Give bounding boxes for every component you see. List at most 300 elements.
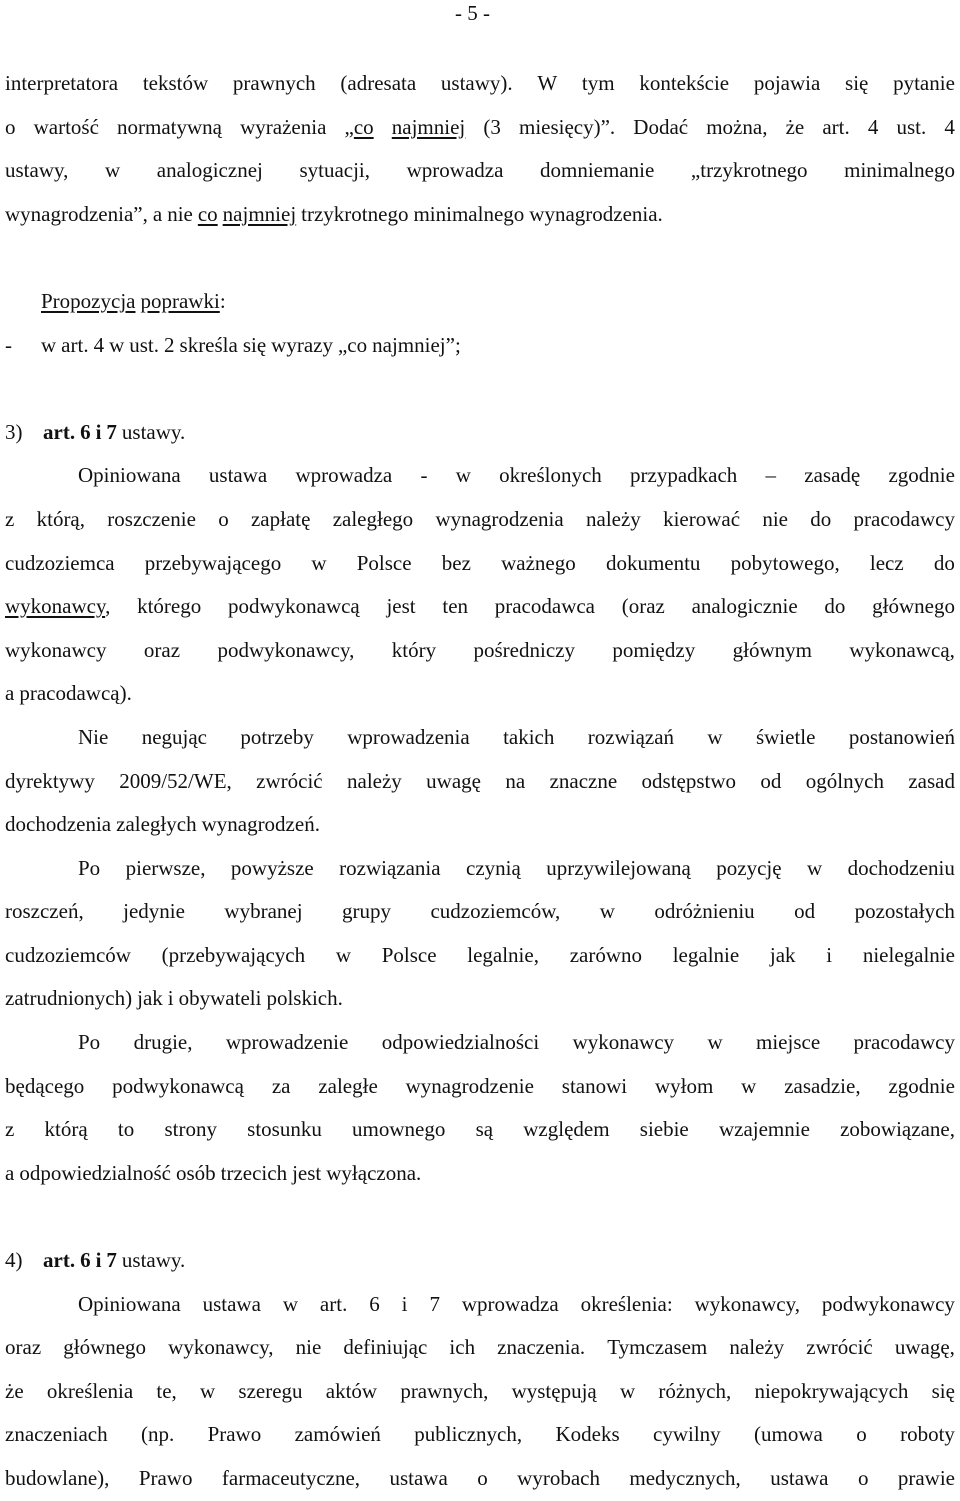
- word: [338, 324, 367, 368]
- word: [5, 1370, 24, 1414]
- text-fragment: wykonawcy: [572, 1030, 675, 1055]
- text-fragment: wprowadza: [295, 463, 393, 488]
- text-fragment: znaczenia.: [497, 1335, 586, 1360]
- word: [888, 454, 954, 498]
- text-fragment: zaległego: [332, 506, 414, 531]
- word: [5, 106, 16, 150]
- word: [729, 1326, 784, 1370]
- text-fragment: Opiniowana: [78, 1291, 181, 1316]
- text-fragment: się: [931, 1378, 955, 1403]
- word: [620, 1370, 635, 1414]
- word: [414, 1413, 522, 1457]
- text-fragment: wyrażenia: [240, 114, 327, 139]
- blank-line: [5, 1195, 955, 1239]
- text-fragment: jest: [292, 1160, 322, 1185]
- text-fragment: trzykrotnego: [301, 201, 409, 226]
- text-line: [5, 1021, 955, 1065]
- text-fragment: wyrazy: [271, 332, 333, 357]
- text-fragment: wprowadza: [406, 158, 504, 183]
- text-fragment: wykonawcą,: [849, 637, 955, 662]
- word: [5, 934, 131, 978]
- word: [581, 1283, 673, 1327]
- word: [145, 542, 281, 586]
- text-fragment: wprowadzenie: [225, 1030, 349, 1055]
- word: [483, 106, 501, 150]
- text-fragment: odpowiedzialności: [381, 1030, 540, 1055]
- text-fragment: i: [401, 1291, 408, 1316]
- list-dash: -: [5, 332, 12, 357]
- text-fragment: pracodawcy: [853, 1030, 955, 1055]
- word: [266, 977, 342, 1021]
- text-fragment: grupy: [342, 899, 392, 924]
- text-fragment: aktów: [325, 1378, 378, 1403]
- text-line: [5, 62, 955, 106]
- word: [844, 149, 955, 193]
- word: [179, 977, 262, 1021]
- word: [442, 542, 471, 586]
- word: [223, 193, 296, 237]
- text-fragment: o: [5, 114, 16, 139]
- word: [347, 716, 469, 760]
- word: [442, 585, 468, 629]
- text-fragment: pojawia: [753, 71, 821, 95]
- word: [716, 847, 781, 891]
- word: [529, 193, 663, 237]
- word: [868, 106, 879, 150]
- text-fragment: za: [271, 1073, 291, 1098]
- text-fragment: dochodzeniu: [847, 855, 955, 880]
- bold-text: 7: [106, 1248, 117, 1273]
- text-line: [5, 803, 955, 847]
- text-fragment: wynagrodzenie: [405, 1073, 534, 1098]
- text-fragment: jak: [769, 942, 796, 967]
- text-line: [5, 1152, 955, 1196]
- text-fragment: przebywającego: [144, 550, 282, 575]
- word: [870, 542, 904, 586]
- text-fragment: takich: [503, 724, 555, 749]
- text-fragment: jedynie: [123, 899, 185, 924]
- word: [784, 1065, 860, 1109]
- word: [691, 149, 808, 193]
- word: [426, 760, 481, 804]
- text-fragment: siebie: [639, 1117, 689, 1142]
- word: [474, 629, 575, 673]
- text-fragment: z: [5, 506, 15, 531]
- word: [5, 760, 95, 804]
- text-fragment: zasadę: [804, 463, 861, 488]
- word: [109, 324, 124, 368]
- word: [540, 149, 654, 193]
- text-fragment: w: [109, 332, 125, 357]
- word: [5, 629, 106, 673]
- text-fragment: drugie,: [133, 1030, 193, 1055]
- text-fragment: ustawy).: [440, 71, 513, 95]
- text-fragment: wynagrodzenia.: [529, 201, 663, 226]
- word: [5, 890, 84, 934]
- word: [456, 454, 471, 498]
- text-fragment: strony: [164, 1117, 217, 1142]
- word: [5, 1108, 14, 1152]
- text-fragment: publicznych,: [414, 1422, 523, 1447]
- word: [629, 1457, 740, 1501]
- text-line: [5, 585, 955, 629]
- text-fragment: wybranej: [224, 899, 303, 924]
- word: [143, 62, 208, 106]
- word: [760, 760, 781, 804]
- document-body: [5, 62, 955, 1501]
- text-line: [5, 1326, 955, 1370]
- underlined-text: najmniej: [222, 201, 297, 226]
- word: [895, 1326, 955, 1370]
- word: [217, 629, 354, 673]
- text-line: [5, 934, 955, 978]
- text-fragment: w: [335, 942, 351, 967]
- text-fragment: dochodzenia: [5, 812, 112, 837]
- word: [299, 149, 370, 193]
- word: [117, 106, 222, 150]
- text-fragment: W: [537, 71, 558, 95]
- blank-line: [5, 236, 955, 280]
- text-fragment: którą: [44, 1117, 88, 1142]
- text-fragment: definiując: [343, 1335, 428, 1360]
- word: [80, 1239, 91, 1283]
- text-fragment: pracodawcą).: [19, 681, 132, 706]
- text-fragment: medycznych,: [629, 1466, 741, 1490]
- text-fragment: to: [117, 1117, 135, 1142]
- word: [822, 106, 849, 150]
- text-fragment: 7: [429, 1291, 440, 1316]
- word: [562, 1065, 627, 1109]
- word: [622, 585, 665, 629]
- text-fragment: Dodać: [633, 114, 689, 139]
- text-fragment: uprzywilejowaną: [546, 855, 691, 880]
- text-fragment: w: [282, 1291, 298, 1316]
- word: [218, 498, 229, 542]
- word: [107, 498, 196, 542]
- word: [247, 1108, 322, 1152]
- text-line: [5, 149, 955, 193]
- text-fragment: ustawa: [389, 1466, 448, 1490]
- word: [497, 1326, 585, 1370]
- word: [804, 454, 860, 498]
- word: [5, 542, 115, 586]
- word: [733, 629, 812, 673]
- text-fragment: różnych,: [658, 1378, 732, 1403]
- text-fragment: miesięcy)”.: [518, 114, 616, 139]
- word: [336, 934, 351, 978]
- word: [523, 1108, 609, 1152]
- word: [854, 498, 955, 542]
- word: [78, 454, 181, 498]
- word: [320, 1283, 347, 1327]
- text-fragment: zaległe: [318, 1073, 378, 1098]
- text-fragment: zobowiązane,: [840, 1117, 955, 1142]
- text-fragment: że: [5, 1378, 24, 1403]
- word: [164, 1108, 217, 1152]
- word: [849, 716, 955, 760]
- text-fragment: cudzoziemca: [5, 550, 115, 575]
- text-fragment: nie: [167, 201, 193, 226]
- word: [642, 760, 737, 804]
- word: [238, 1370, 302, 1414]
- word: [855, 890, 955, 934]
- text-fragment: głównego: [63, 1335, 147, 1360]
- text-fragment: -: [420, 463, 428, 488]
- word: [122, 1239, 185, 1283]
- underlined-text: wykonawcy: [5, 594, 106, 619]
- word: [466, 847, 521, 891]
- word: [5, 1457, 109, 1501]
- text-fragment: a: [5, 681, 15, 706]
- text-fragment: określonych: [499, 463, 602, 488]
- word: [754, 1370, 908, 1414]
- word: [630, 454, 737, 498]
- text-fragment: 4: [944, 114, 955, 139]
- word: [347, 760, 402, 804]
- word: [198, 193, 218, 237]
- text-fragment: ustawa: [208, 463, 268, 488]
- text-fragment: szeregu: [238, 1378, 303, 1403]
- word: [856, 1413, 867, 1457]
- text-fragment: występują: [511, 1378, 597, 1403]
- text-fragment: roszczeń,: [5, 899, 84, 924]
- text-fragment: cudzoziemców: [5, 942, 131, 967]
- text-fragment: którego: [137, 594, 202, 619]
- text-fragment: obywateli: [178, 986, 262, 1011]
- word: [168, 1326, 273, 1370]
- word: [655, 1065, 713, 1109]
- word: [43, 1239, 75, 1283]
- text-fragment: jak: [137, 986, 163, 1011]
- word: [822, 1283, 955, 1327]
- word: [208, 1413, 262, 1457]
- word: [228, 585, 360, 629]
- text-fragment: Prawo: [207, 1422, 262, 1447]
- word: [495, 585, 595, 629]
- word: [222, 1457, 360, 1501]
- text-fragment: i: [167, 986, 174, 1011]
- word: [141, 1413, 174, 1457]
- word: [449, 1326, 475, 1370]
- text-fragment: 2: [164, 332, 175, 357]
- word: [754, 1413, 823, 1457]
- bold-text: i: [95, 1248, 102, 1273]
- word: [413, 193, 524, 237]
- word: [794, 890, 815, 934]
- text-fragment: lecz: [869, 550, 904, 575]
- word: [116, 803, 196, 847]
- word: [556, 1413, 620, 1457]
- text-fragment: ten: [442, 594, 469, 619]
- word: [400, 1370, 488, 1414]
- text-fragment: ustawy.: [121, 419, 186, 444]
- word: [221, 1152, 287, 1196]
- text-fragment: w: [807, 855, 823, 880]
- text-line: [5, 1370, 955, 1414]
- text-fragment: wprowadza: [461, 1291, 559, 1316]
- bold-text: 6: [80, 419, 91, 444]
- word: [606, 542, 701, 586]
- word: [573, 1021, 674, 1065]
- word: [654, 890, 754, 934]
- text-fragment: Po: [78, 1030, 101, 1055]
- word: [233, 62, 316, 106]
- text-fragment: odróżnieniu: [654, 899, 755, 924]
- word: [296, 1326, 322, 1370]
- text-fragment: Kodeks: [555, 1422, 620, 1447]
- word: [944, 106, 955, 150]
- word: [202, 803, 320, 847]
- text-fragment: i: [826, 942, 833, 967]
- word: [900, 1413, 955, 1457]
- word: [786, 106, 805, 150]
- word: [934, 542, 955, 586]
- word: [849, 629, 955, 673]
- word: [406, 1065, 534, 1109]
- text-fragment: stosunku: [247, 1117, 322, 1142]
- word: [407, 149, 504, 193]
- text-fragment: głównego: [872, 594, 955, 619]
- word: [301, 193, 408, 237]
- text-fragment: kontekście: [639, 71, 730, 95]
- text-fragment: zgodnie: [888, 1073, 955, 1098]
- text-fragment: farmaceutyczne,: [221, 1466, 361, 1490]
- text-fragment: sytuacji,: [299, 158, 371, 183]
- text-fragment: miejsce: [756, 1030, 821, 1055]
- text-line: [5, 760, 955, 804]
- word: [663, 498, 740, 542]
- text-fragment: trzecich: [220, 1160, 288, 1185]
- list-number: 3): [5, 419, 23, 444]
- text-fragment: zapłatę: [250, 506, 311, 531]
- text-fragment: Po: [78, 855, 101, 880]
- word: [588, 716, 674, 760]
- word: [256, 760, 322, 804]
- word: [462, 1283, 559, 1327]
- text-fragment: są: [475, 1117, 494, 1142]
- word: [122, 411, 185, 455]
- text-fragment: ,: [105, 594, 111, 619]
- word: [209, 454, 267, 498]
- text-fragment: rozwiązań: [587, 724, 675, 749]
- word: [119, 760, 232, 804]
- text-fragment: świetle: [755, 724, 816, 749]
- list-number: 4): [5, 1248, 23, 1273]
- word: [754, 62, 820, 106]
- word: [858, 1457, 869, 1501]
- word: [134, 1021, 193, 1065]
- text-fragment: ich: [449, 1335, 476, 1360]
- text-fragment: w: [599, 899, 615, 924]
- word: [607, 1326, 707, 1370]
- word: [251, 498, 310, 542]
- text-fragment: należy: [729, 1335, 785, 1360]
- text-fragment: w: [707, 724, 723, 749]
- text-fragment: zgodnie: [888, 463, 955, 488]
- text-fragment: :: [219, 288, 226, 313]
- text-fragment: dokumentu: [605, 550, 701, 575]
- text-fragment: a: [152, 201, 163, 226]
- word: [719, 1108, 810, 1152]
- word: [63, 1326, 146, 1370]
- word: [78, 1021, 100, 1065]
- text-line: [5, 454, 955, 498]
- text-fragment: zwrócić: [256, 768, 323, 793]
- word: [863, 934, 955, 978]
- word: [106, 411, 117, 455]
- text-line: [5, 1065, 955, 1109]
- word: [512, 1370, 597, 1414]
- word: [389, 1457, 447, 1501]
- text-fragment: podwykonawcy: [821, 1291, 955, 1316]
- word: [339, 847, 440, 891]
- text-fragment: przypadkach: [630, 463, 738, 488]
- text-fragment: uwagę: [426, 768, 481, 793]
- text-fragment: pytanie: [893, 71, 955, 95]
- text-fragment: z: [5, 1117, 15, 1142]
- word: [5, 193, 148, 237]
- text-fragment: wykonawcy: [5, 637, 107, 662]
- word: [224, 890, 302, 934]
- word: [770, 1457, 828, 1501]
- word: [112, 1065, 244, 1109]
- text-fragment: na: [505, 768, 526, 793]
- text-fragment: będącego: [5, 1073, 85, 1098]
- text-line: [5, 498, 955, 542]
- word: [707, 1021, 722, 1065]
- word: [872, 585, 955, 629]
- word: [810, 498, 831, 542]
- text-fragment: wartość: [33, 114, 99, 139]
- text-fragment: znaczeniach: [5, 1422, 108, 1447]
- text-fragment: potrzeby: [240, 724, 314, 749]
- text-fragment: –: [765, 463, 777, 488]
- word: [45, 1108, 88, 1152]
- word: [292, 1152, 321, 1196]
- word: [144, 629, 180, 673]
- text-fragment: tekstów: [142, 71, 209, 95]
- word: [766, 454, 777, 498]
- text-fragment: „: [344, 114, 354, 139]
- text-fragment: o: [856, 1422, 867, 1447]
- text-fragment: Opiniowana: [78, 463, 181, 488]
- text-line: [5, 890, 955, 934]
- word: [129, 324, 159, 368]
- text-fragment: rozwiązania: [339, 855, 441, 880]
- word: [5, 672, 14, 716]
- word: [673, 934, 739, 978]
- text-fragment: stanowi: [561, 1073, 628, 1098]
- text-fragment: od: [794, 899, 816, 924]
- text-fragment: wynagrodzenia”,: [5, 201, 148, 226]
- word: [126, 847, 206, 891]
- word: [707, 716, 722, 760]
- word: [402, 1283, 408, 1327]
- word: [164, 324, 175, 368]
- word: [352, 1108, 445, 1152]
- text-fragment: Tymczasem: [607, 1335, 708, 1360]
- text-line: [5, 542, 955, 586]
- text-fragment: minimalnego: [844, 158, 955, 183]
- text-fragment: analogicznej: [156, 158, 263, 183]
- word: [142, 716, 207, 760]
- word: [311, 542, 326, 586]
- word: [392, 629, 436, 673]
- word: [5, 1065, 84, 1109]
- word: [96, 411, 102, 455]
- word: [386, 585, 415, 629]
- text-fragment: kierować: [663, 506, 741, 531]
